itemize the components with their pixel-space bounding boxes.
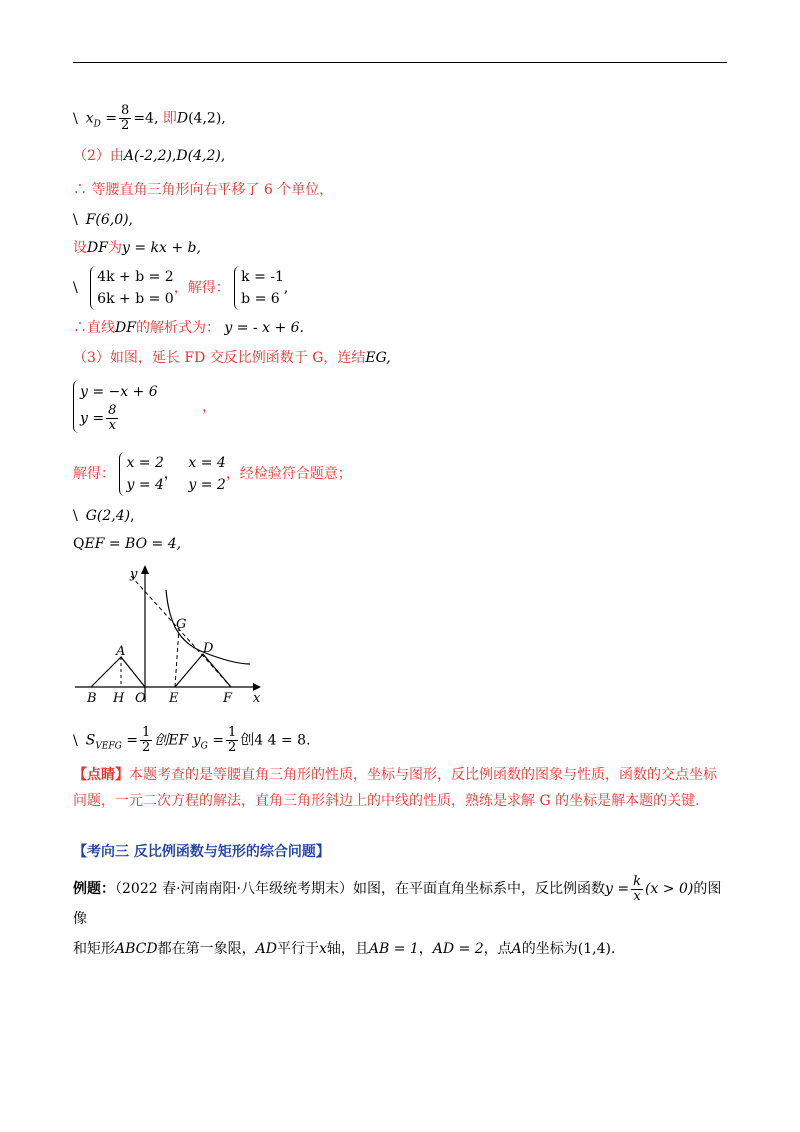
line-df-expr: ∴直线DF的解析式为： y = - x + 6. — [73, 320, 305, 336]
line-ef: QEF = BO = 4, — [73, 536, 182, 552]
section-title: 【考向三 反比例函数与矩形的综合问题】 — [73, 844, 330, 860]
label-x: x — [253, 691, 261, 706]
segment-eg — [175, 628, 179, 687]
label-o: O — [135, 691, 146, 706]
y-axis-arrow — [141, 565, 149, 574]
equation-system-2: y = −x + 6 y = $\frac{8}{x}$ — [73, 380, 158, 433]
equation-system: 4k + b = 2 6k + b = 0 — [90, 266, 174, 310]
line-set-df: 设DF为y = kx + b, — [73, 240, 201, 256]
label-e: E — [169, 691, 179, 706]
solution-system: k = -1 b = 6 — [234, 266, 284, 310]
x-axis-arrow — [253, 683, 261, 691]
line-g: \ G(2,4), — [73, 508, 135, 524]
label-g: G — [176, 617, 187, 632]
line-solutions: 解得： x = 2 y = 4 ， x = 4 y = 2 ，经检验符合题意； — [73, 452, 352, 496]
triangle-bao — [91, 657, 145, 687]
line-area: \ $S_{VEFG}$ = $\frac{1}{2}$ 创EF $y_G$ = $\frac{1}{2}$ 创4 4 = 8. — [73, 725, 311, 755]
geometry-diagram — [73, 562, 273, 708]
line-translate: ∴ 等腰直角三角形向右平移了 6 个单位， — [73, 182, 334, 198]
label-b: B — [87, 691, 97, 706]
example-paragraph: 例题：（2022 春·河南南阳·八年级统考期末）如图，在平面直角坐标系中，反比例函数y = $\frac{k}{x}$ (x > 0)的图像 和矩形ABCD都在第一象限，AD平行于x轴，且AB = 1，AD = 2，点A的坐标为(1,4). — [73, 873, 722, 957]
solution-1: x = 2 y = 4 — [119, 452, 163, 496]
line-part2: （2）由A(-2,2),D(4,2), — [73, 148, 226, 164]
line-xd: \ $x_D$ = $\frac{8}{2}$ =4, 即D(4,2), — [73, 103, 226, 133]
line-f: \ F(6,0), — [73, 212, 134, 228]
label-y: y — [130, 567, 138, 582]
label-a: A — [116, 644, 126, 659]
line-system2: y = −x + 6 y = $\frac{8}{x}$ ， — [73, 380, 216, 433]
label-d: D — [203, 641, 214, 656]
therefore-mark: \ — [73, 110, 78, 127]
label-h: H — [113, 691, 125, 706]
note-paragraph: 【点睛】本题考查的是等腰直角三角形的性质，坐标与图形，反比例函数的图象与性质，函数的交点坐标问题，一元二次方程的解法，直角三角形斜边上的中线的性质，熟练是求解 G 的坐标是解本题的关键. — [73, 767, 717, 809]
header-rule — [73, 62, 727, 63]
label-f: F — [223, 691, 233, 706]
line-part3: （3）如图，延长 FD 交反比例函数于 G，连结EG, — [73, 350, 391, 366]
solution-2: x = 4 y = 2 — [188, 455, 226, 493]
line-system: \ 4k + b = 2 6k + b = 0 ，解得： k = -1 b = 6 , — [73, 266, 288, 310]
fraction: $\frac{8}{2}$ — [121, 103, 130, 133]
